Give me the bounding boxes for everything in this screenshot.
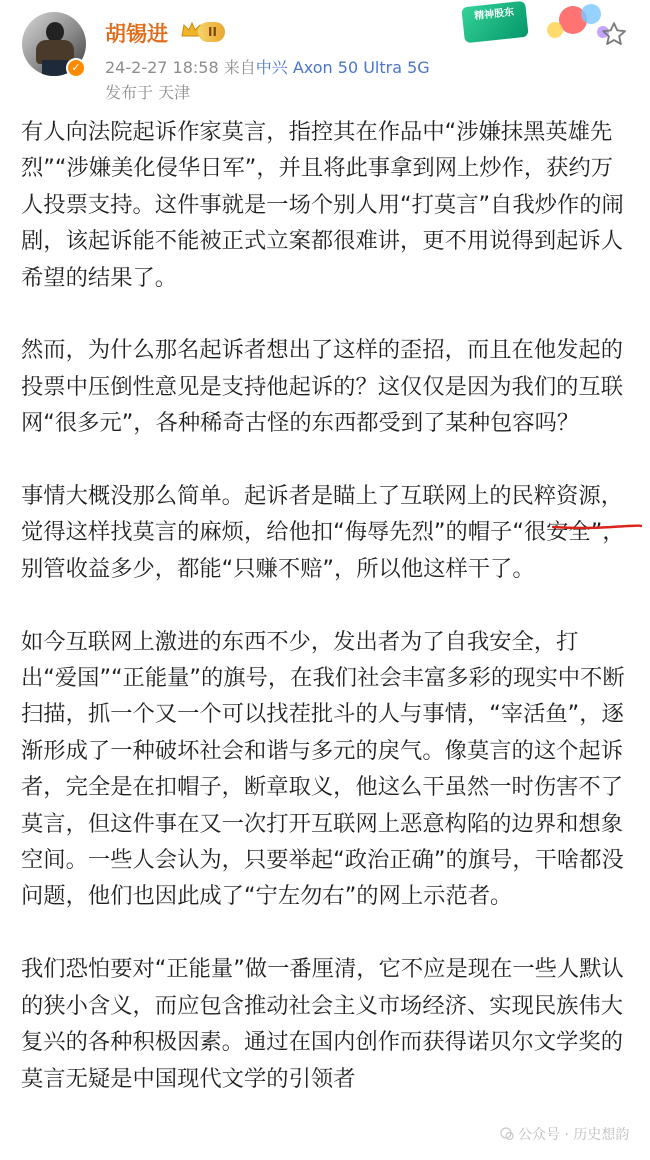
watermark <box>500 1124 629 1144</box>
device-link[interactable]: 中兴 Axon 50 Ultra 5G <box>255 58 430 77</box>
vip-level-badge: II <box>198 22 225 42</box>
post-meta <box>105 55 430 78</box>
post-timestamp: 24-2-27 18:58 <box>105 58 219 77</box>
post-paragraph: 事情大概没那么简单。起诉者是瞄上了互联网上的民粹资源，觉得这样找莫言的麻烦，给他扣“侮辱先烈”的帽子“很安全”，别管收益多少，都能“只赚不赔”，所以他这样干了。 <box>21 483 625 582</box>
watermark-text: 公众号 · 历史想韵 <box>518 1127 630 1143</box>
verified-badge-icon: ✓ <box>66 58 86 78</box>
source-prefix: 来自 <box>223 58 256 77</box>
wechat-icon <box>500 1127 514 1141</box>
favorite-star-icon[interactable] <box>600 20 628 48</box>
post-location: 发布于 天津 <box>105 83 191 102</box>
post-paragraph: 有人向法院起诉作家莫言，指控其在作品中“涉嫌抹黑英雄先烈”“涉嫌美化侵华日军”，并且将此事拿到网上炒作，获约万人投票支持。这件事就是一场个别人用“打莫言”自我炒作的闹剧，该起诉能不能被正式立案都很难讲，更不用说得到起诉人希望的结果了。 <box>21 119 624 291</box>
red-underline-annotation <box>552 524 642 530</box>
post-paragraph: 如今互联网上激进的东西不少，发出者为了自我安全，打出“爱国”“正能量”的旗号，在我们社会丰富多彩的现实中不断扫描，抓一个又一个可以找茬批斗的人与事情，“宰活鱼”，逐渐形成了一种破坏社会和谐与多元的戾气。像莫言的这个起诉者，完全是在扣帽子，断章取义，他这么干虽然一时伤害不了莫言，但这件事在又一次打开互联网上恶意构陷的边界和想象空间。一些人会认为，只要举起“政治正确”的旗号，干啥都没问题，他们也因此成了“宁左勿右”的网上示范者。 <box>21 628 625 910</box>
post-paragraph: 然而，为什么那名起诉者想出了这样的歪招，而且在他发起的投票中压倒性意见是支持他起诉的？这仅仅是因为我们的互联网“很多元”，各种稀奇古怪的东西都受到了某种包容吗？ <box>21 337 624 437</box>
promo-badge[interactable]: 精神股东 <box>461 1 528 43</box>
post-body <box>21 114 631 1097</box>
avatar-figure-legs <box>42 60 68 76</box>
author-name[interactable]: 胡锡进 <box>105 22 168 46</box>
avatar-figure-head <box>46 22 64 42</box>
post-paragraph: 我们恐怕要对“正能量”做一番厘清，它不应是现在一些人默认的狭小含义，而应包含推动社会主义市场经济、实现民族伟大复兴的各种积极因素。通过在国内创作而获得诺贝尔文学奖的莫言无疑是中国现代文学的引领者 <box>21 956 624 1092</box>
